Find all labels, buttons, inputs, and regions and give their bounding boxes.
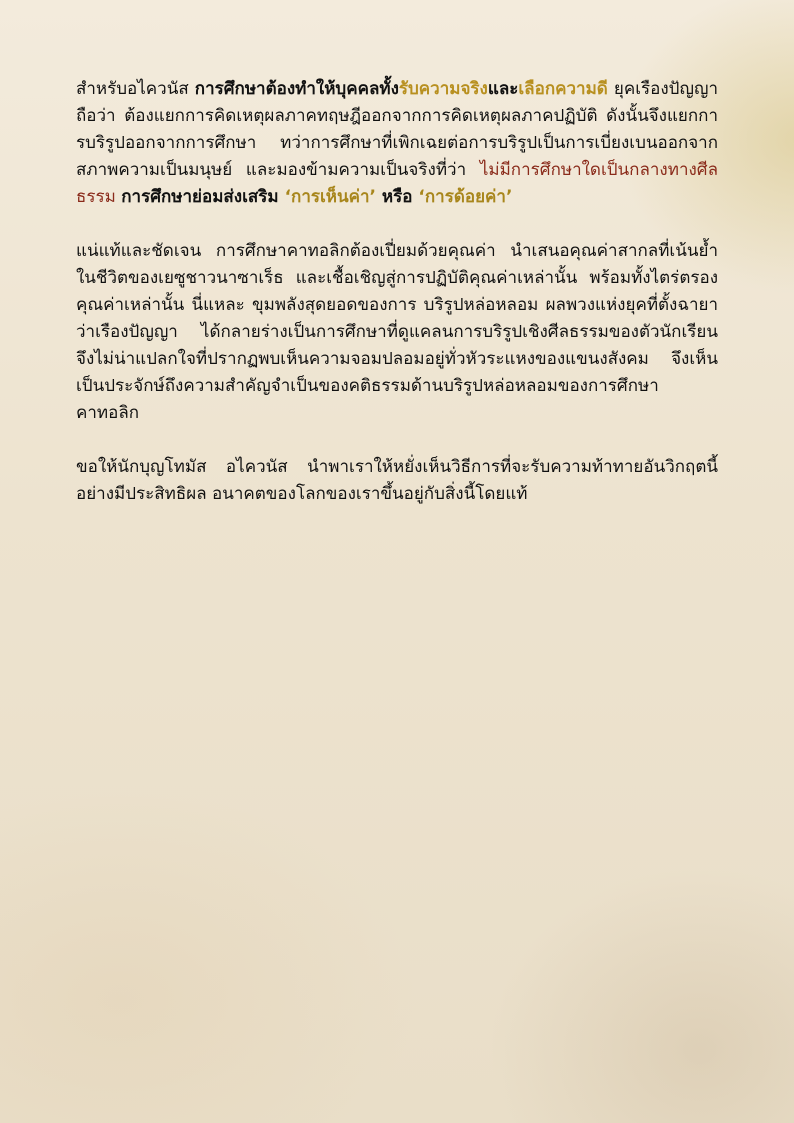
p1-choose-good: เลือกความดี: [518, 79, 608, 99]
p1-valuing: ‘การเห็นค่า’: [284, 187, 377, 207]
paragraph-2: แน่แท้และชัดเจน การศึกษาคาทอลิกต้องเปี่ยมด้วยคุณค่า นำเสนอคุณค่าสากลที่เน้นย้ำในชีวิตของเยซูชาวนาซาเร็ธ และเชื้อเชิญสู่การปฏิบัติคุณค่าเหล่านั้น พร้อมทั้งไตร่ตรองคุณค่าเหล่านั้น นี่แหละ ขุมพลังสุดยอดของการ บริรูปหล่อหลอม ผลพวงแห่งยุคที่ตั้งฉายาว่าเรืองปัญญา ได้กลายร่างเป็นการศึกษาที่ดูแคลนการบริรูปเชิงศีลธรรมของตัวนักเรียน จึงไม่น่าแปลกใจที่ปรากฏพบเห็นความจอมปลอมอยู่ทั่วหัวระแหงของแขนงสังคม จึงเห็นเป็นประจักษ์ถึงความสำคัญจำเป็นของคติธรรมด้านบริรูปหล่อหลอมของการศึกษาคาทอลิก: [76, 241, 718, 423]
p1-enlightenment-text: ยุคเรืองปัญญาถือว่า ต้องแยกการคิดเหตุผลภาคทฤษฎีออกจากการคิดเหตุผลภาคปฏิบัติ ดังนั้นจึงแยกการบริรูปออกจากการศึกษา ทว่าการศึกษาที่เพิกเฉยต่อการบริรูปเป็นการเบี่ยงเบนออกจากสภาพความเป็นมนุษย์ และมองข้ามความเป็นจริงที่ว่า: [76, 79, 718, 180]
paragraph-3: ขอให้นักบุญโทมัส อไควนัส นำพาเราให้หยั่งเห็นวิธีการที่จะรับความท้าทายอันวิกฤตนี้อย่างมีประสิทธิผล อนาคตของโลกของเราขึ้นอยู่กับสิ่งนี้โดยแท้: [76, 457, 718, 504]
p1-and: และ: [487, 79, 519, 99]
p1-no-neutral-education: ไม่มีการศึกษาใดเป็นกลางทางศีลธรรม: [76, 160, 718, 207]
p1-or: หรือ: [376, 187, 419, 207]
p1-accept-truth: รับความจริง: [398, 79, 488, 99]
p1-intro: สำหรับอไควนัส: [76, 79, 195, 99]
p1-education-promotes: การศึกษาย่อมส่งเสริม: [121, 187, 285, 207]
paragraph-1: [76, 76, 718, 211]
p1-devaluing: ‘การด้อยค่า’: [418, 187, 513, 207]
p1-bold-education: การศึกษาต้องทำให้บุคคลทั้ง: [194, 79, 399, 99]
body-text: [76, 76, 718, 535]
